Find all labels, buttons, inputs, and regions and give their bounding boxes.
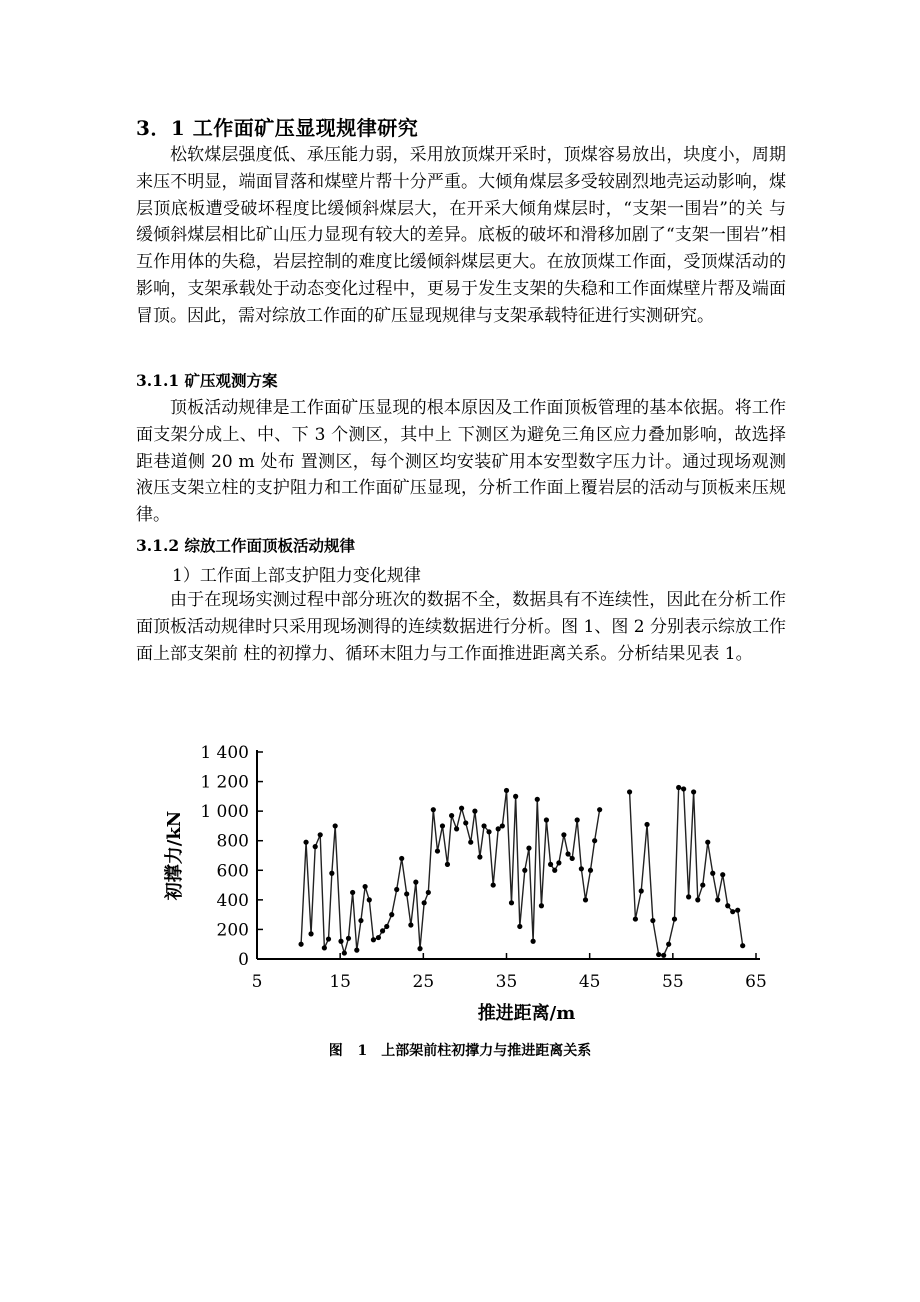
data-point — [686, 894, 691, 899]
data-point — [326, 936, 331, 941]
data-point — [367, 897, 372, 902]
data-point — [313, 844, 318, 849]
data-point — [588, 868, 593, 873]
data-point — [661, 953, 666, 958]
subsection-1-paragraph — [136, 395, 786, 529]
data-point — [522, 868, 527, 873]
y-tick-label: 0 — [238, 950, 249, 970]
intro-paragraph — [136, 142, 786, 330]
data-point — [666, 942, 671, 947]
intro-paragraph-text: 松软煤层强度低、承压能力弱，采用放顶煤开采时，顶煤容易放出，块度小，周期来压不明显，端面冒落和煤壁片帮十分严重。大倾角煤层多受较剧烈地壳运动影响，煤层顶底板遭受破坏程度比缓倾斜煤层大，在开采大倾角煤层时，“支架一围岩”的关 与缓倾斜煤层相比矿山压力显现有较大的差异。底板的破坏和滑移加剧了“支架一围岩”相互作用体的失稳，岩层控制的难度比缓倾斜煤层更大。在放顶煤工作面，受顶煤活动的影响，支架承载处于动态变化过程中，更易于发生支架的失稳和工作面煤壁片帮及端面冒顶。因此，需对综放工作面的矿压显现规律与支架承载特征进行实测研究。 — [136, 145, 786, 326]
data-point — [468, 840, 473, 845]
data-point — [333, 823, 338, 828]
data-point — [592, 838, 597, 843]
section-title: 3．1 工作面矿压显现规律研究 — [136, 116, 419, 140]
data-point — [575, 817, 580, 822]
data-point — [715, 897, 720, 902]
subsection-1-paragraph-text: 顶板活动规律是工作面矿压显现的根本原因及工作面顶板管理的基本依据。将工作面支架分成上、中、下 3 个测区，其中上 下测区为避免三角区应力叠加影响，故选择距巷道侧 20 m 处布 置测区，每个测区均安装矿用本安型数字压力计。通过现场观测 液压支架立柱的支护阻力和工作面矿压显现，分析工作面上覆岩层的活动与顶板来压规律。 — [136, 398, 786, 526]
data-point — [445, 862, 450, 867]
data-point — [422, 900, 427, 905]
data-point — [417, 946, 422, 951]
data-point — [358, 918, 363, 923]
data-point — [656, 952, 661, 957]
data-point — [627, 789, 632, 794]
data-point — [449, 813, 454, 818]
data-point — [579, 866, 584, 871]
data-point — [644, 822, 649, 827]
data-point — [695, 897, 700, 902]
data-point — [504, 788, 509, 793]
data-point — [394, 887, 399, 892]
data-point — [531, 939, 536, 944]
data-point — [735, 908, 740, 913]
data-point — [710, 871, 715, 876]
data-point — [459, 806, 464, 811]
data-point — [380, 928, 385, 933]
data-point — [454, 826, 459, 831]
figure-1-chart — [150, 728, 790, 1028]
data-point — [413, 880, 418, 885]
data-point — [676, 785, 681, 790]
data-point — [705, 840, 710, 845]
data-point — [408, 922, 413, 927]
subsection-2-paragraph-text: 由于在现场实测过程中部分班次的数据不全，数据具有不连续性，因此在分析工作面顶板活动规律时只采用现场测得的连续数据进行分析。图 1、图 2 分别表示综放工作面上部支架前 柱的初撑力、循环末阻力与工作面推进距离关系。分析结果见表 1。 — [136, 590, 786, 664]
data-point — [431, 807, 436, 812]
data-point — [399, 856, 404, 861]
x-tick-label: 65 — [745, 972, 767, 992]
data-point — [681, 786, 686, 791]
data-point — [513, 794, 518, 799]
data-point — [342, 950, 347, 955]
data-point — [700, 882, 705, 887]
data-point — [303, 840, 308, 845]
data-point — [565, 851, 570, 856]
data-point — [298, 942, 303, 947]
data-point — [556, 860, 561, 865]
subsection-2-item: 1）工作面上部支护阻力变化规律 — [172, 566, 421, 586]
data-point — [463, 820, 468, 825]
data-point — [633, 916, 638, 921]
x-tick-label: 25 — [412, 972, 435, 992]
data-point — [730, 909, 735, 914]
y-tick-label: 1 000 — [200, 802, 249, 823]
data-point — [691, 789, 696, 794]
data-point — [552, 868, 557, 873]
data-point — [371, 937, 376, 942]
data-point — [346, 936, 351, 941]
data-point — [544, 817, 549, 822]
subsection-1-title: 3.1.1 矿压观测方案 — [136, 371, 278, 390]
subsection-2-paragraph — [136, 587, 786, 667]
y-tick-label: 800 — [216, 831, 249, 852]
data-point — [583, 897, 588, 902]
data-point — [481, 823, 486, 828]
data-point — [526, 846, 531, 851]
data-point — [318, 832, 323, 837]
data-point — [338, 939, 343, 944]
y-tick-label: 1 200 — [200, 772, 249, 793]
data-point — [389, 912, 394, 917]
data-point — [672, 916, 677, 921]
data-point — [472, 809, 477, 814]
y-tick-label: 400 — [216, 890, 249, 911]
x-tick-label: 45 — [578, 972, 601, 992]
x-tick-label: 55 — [662, 972, 684, 992]
data-point — [404, 891, 409, 896]
data-point — [435, 848, 440, 853]
data-point — [363, 884, 368, 889]
subsection-2-title: 3.1.2 综放工作面顶板活动规律 — [136, 536, 356, 555]
data-point — [720, 872, 725, 877]
x-tick-label: 5 — [251, 972, 263, 992]
data-point — [561, 832, 566, 837]
data-point — [539, 903, 544, 908]
data-point — [477, 854, 482, 859]
x-axis-label: 推进距离/m — [477, 1003, 576, 1024]
data-point — [426, 890, 431, 895]
data-point — [570, 856, 575, 861]
data-point — [725, 903, 730, 908]
x-tick-label: 15 — [329, 972, 351, 992]
y-tick-label: 1 400 — [200, 743, 249, 763]
data-point — [354, 948, 359, 953]
y-tick-label: 600 — [216, 861, 249, 882]
data-point — [500, 823, 505, 828]
data-point — [322, 945, 327, 950]
data-point — [517, 924, 522, 929]
series-line-2 — [630, 787, 743, 955]
data-point — [496, 826, 501, 831]
data-point — [548, 862, 553, 867]
data-point — [597, 807, 602, 812]
data-point — [376, 935, 381, 940]
data-point — [650, 918, 655, 923]
data-point — [329, 871, 334, 876]
data-point — [384, 924, 389, 929]
data-point — [740, 943, 745, 948]
y-axis-label: 初撑力/kN — [164, 810, 185, 901]
figure-caption: 图 1 上部架前柱初撑力与推进距离关系 — [328, 1043, 592, 1059]
y-tick-label: 200 — [216, 920, 249, 941]
data-point — [440, 823, 445, 828]
data-point — [509, 900, 514, 905]
data-point — [350, 890, 355, 895]
data-point — [535, 797, 540, 802]
data-point — [639, 888, 644, 893]
data-point — [486, 829, 491, 834]
data-point — [308, 931, 313, 936]
data-point — [491, 882, 496, 887]
x-tick-label: 35 — [495, 972, 518, 992]
